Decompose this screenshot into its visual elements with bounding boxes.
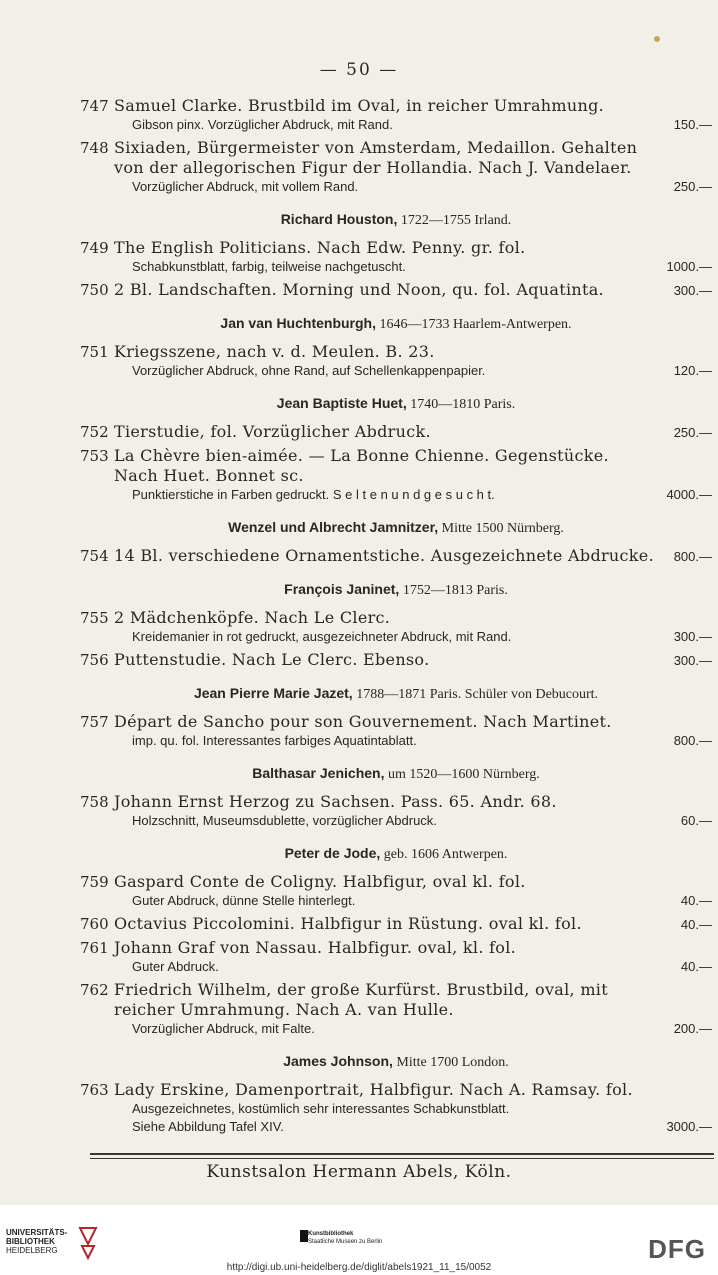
item-description-line: Guter Abdruck, dünne Stelle hinterlegt. [132, 893, 356, 908]
item-description-line: Schabkunstblatt, farbig, teilweise nachgetuscht. [132, 259, 406, 274]
item-price: 800.— [673, 733, 712, 748]
item-price: 200.— [673, 1021, 712, 1036]
artist-dates: Mitte 1700 London. [392, 1055, 509, 1070]
artist-dates: 1646—1733 Haarlem-Antwerpen. [376, 317, 572, 332]
item-price: 300.— [673, 653, 712, 668]
item-description-line: Ausgezeichnetes, kostümlich sehr interessantes Schabkunstblatt. [132, 1101, 510, 1116]
artist-heading [80, 518, 712, 538]
logo-mid-line: Staatliche Museen zu Berlin [308, 1239, 383, 1245]
item-number: 750 [80, 281, 109, 299]
item-description-line: Kreidemanier in rot gedruckt, ausgezeichneter Abdruck, mit Rand. [132, 629, 512, 644]
artist-name: Jean Baptiste Huet, [276, 395, 407, 411]
footer-rule-thin [90, 1158, 714, 1159]
item-spacer [80, 566, 712, 570]
page-number: — 50 — [319, 60, 399, 80]
item-title-line: Kriegsszene, nach v. d. Meulen. B. 23. [114, 342, 435, 361]
logo-left-line: UNIVERSITÄTS- [6, 1228, 68, 1237]
item-description-line: Vorzüglicher Abdruck, mit vollem Rand. [132, 179, 359, 194]
item-title-line: 2 Mädchenköpfe. Nach Le Clerc. [114, 608, 391, 627]
source-url[interactable]: http://digi.ub.uni-heidelberg.de/diglit/abels1921_11_15/0052 [226, 1262, 492, 1273]
ub-heidelberg-emblem-icon [78, 1226, 98, 1260]
artist-dates: geb. 1606 Antwerpen. [380, 847, 508, 862]
item-title-line: Puttenstudie. Nach Le Clerc. Ebenso. [114, 650, 430, 669]
artist-heading [80, 394, 712, 414]
item-number: 763 [80, 1081, 109, 1099]
item-price: 800.— [673, 549, 712, 564]
catalog-item [80, 422, 712, 442]
dfg-logo[interactable]: DFG [648, 1234, 706, 1264]
item-price: 40.— [680, 893, 712, 908]
item-title-line: Lady Erskine, Damenportrait, Halbfigur. Nach A. Ramsay. fol. [114, 1080, 633, 1099]
item-title-line: Friedrich Wilhelm, der große Kurfürst. Brustbild, oval, mit [114, 980, 608, 999]
item-title-line: Johann Graf von Nassau. Halbfigur. oval, kl. fol. [114, 938, 517, 957]
footer-publisher: Kunstsalon Hermann Abels, Köln. [206, 1162, 512, 1182]
item-number: 754 [80, 547, 109, 565]
item-price: 3000.— [666, 1119, 712, 1134]
artist-dates: 1722—1755 Irland. [397, 213, 512, 228]
item-number: 760 [80, 915, 109, 933]
artist-dates: 1788—1871 Paris. Schüler von Debucourt. [352, 687, 599, 702]
catalog-item [80, 342, 712, 380]
artist-name: Balthasar Jenichen, [252, 765, 385, 781]
item-description-line: Punktierstiche in Farben gedruckt. S e l t e n u n d g e s u c h t. [132, 487, 495, 502]
catalog-item [80, 792, 712, 830]
catalog-item [80, 608, 712, 646]
item-number: 756 [80, 651, 109, 669]
item-number: 757 [80, 713, 109, 731]
artist-heading [80, 684, 712, 704]
item-description-line: Holzschnitt, Museumsdublette, vorzüglicher Abdruck. [132, 813, 437, 828]
catalog-item [80, 712, 712, 750]
item-title-line: Samuel Clarke. Brustbild im Oval, in reicher Umrahmung. [114, 96, 605, 115]
logo-left-line: HEIDELBERG [6, 1246, 58, 1255]
catalog-item [80, 238, 712, 276]
artist-name: Jan van Huchtenburgh, [220, 315, 376, 331]
item-title-line: Gaspard Conte de Coligny. Halbfigur, oval kl. fol. [114, 872, 526, 891]
item-price: 40.— [680, 917, 712, 932]
item-title-line: Départ de Sancho pour son Gouvernement. Nach Martinet. [114, 712, 612, 731]
item-price: 250.— [673, 425, 712, 440]
item-price: 60.— [680, 813, 712, 828]
item-spacer [80, 380, 712, 384]
item-spacer [80, 1038, 712, 1042]
item-number: 751 [80, 343, 109, 361]
item-number: 759 [80, 873, 109, 891]
catalog-entries [80, 96, 712, 1140]
paper-speck [654, 36, 660, 42]
item-spacer [80, 300, 712, 304]
catalog-item [80, 650, 712, 670]
item-title-line: Nach Huet. Bonnet sc. [114, 466, 304, 485]
item-number: 758 [80, 793, 109, 811]
item-title-line: Octavius Piccolomini. Halbfigur in Rüstung. oval kl. fol. [114, 914, 582, 933]
item-price: 4000.— [666, 487, 712, 502]
artist-name: Richard Houston, [280, 211, 398, 227]
footer-rule-thick [90, 1153, 714, 1155]
item-spacer [80, 670, 712, 674]
item-title-line: La Chèvre bien-aimée. — La Bonne Chienne. Gegenstücke. [114, 446, 609, 465]
item-title-line: von der allegorischen Figur der Hollandia. Nach J. Vandelaer. [114, 158, 632, 177]
item-price: 300.— [673, 629, 712, 644]
item-description-line: imp. qu. fol. Interessantes farbiges Aquatintablatt. [132, 733, 417, 748]
artist-dates: um 1520—1600 Nürnberg. [384, 767, 540, 782]
artist-name: François Janinet, [284, 581, 400, 597]
item-price: 40.— [680, 959, 712, 974]
logo-left-line: BIBLIOTHEK [6, 1237, 55, 1246]
artist-heading [80, 314, 712, 334]
item-title-line: reicher Umrahmung. Nach A. van Hulle. [114, 1000, 454, 1019]
catalog-item [80, 1080, 712, 1136]
item-spacer [80, 750, 712, 754]
item-title-line: Sixiaden, Bürgermeister von Amsterdam, Medaillon. Gehalten [114, 138, 638, 157]
item-number: 762 [80, 981, 109, 999]
catalog-item [80, 280, 712, 300]
item-spacer [80, 1136, 712, 1140]
item-title-line: 14 Bl. verschiedene Ornamentstiche. Ausgezeichnete Abdrucke. [114, 546, 654, 565]
artist-name: Peter de Jode, [284, 845, 381, 861]
item-number: 752 [80, 423, 109, 441]
item-number: 761 [80, 939, 109, 957]
catalog-item [80, 96, 712, 134]
item-title-line: Johann Ernst Herzog zu Sachsen. Pass. 65. Andr. 68. [114, 792, 557, 811]
artist-name: Wenzel und Albrecht Jamnitzer, [228, 519, 439, 535]
item-title-line: The English Politicians. Nach Edw. Penny. gr. fol. [114, 238, 526, 257]
logo-mid-line: Kunstbibliothek [308, 1231, 354, 1237]
kunstbibliothek-mark-icon [300, 1230, 308, 1242]
item-price: 300.— [673, 283, 712, 298]
artist-name: Jean Pierre Marie Jazet, [193, 685, 353, 701]
artist-heading [80, 844, 712, 864]
item-number: 748 [80, 139, 109, 157]
kunstbibliothek-logo[interactable] [308, 1230, 382, 1246]
catalog-item [80, 138, 712, 196]
catalog-item [80, 980, 712, 1038]
ub-heidelberg-logo[interactable] [6, 1228, 67, 1255]
viewer-footer-bar [0, 1212, 718, 1275]
artist-heading [80, 580, 712, 600]
item-spacer [80, 830, 712, 834]
catalog-item [80, 938, 712, 976]
item-title-line: Tierstudie, fol. Vorzüglicher Abdruck. [114, 422, 431, 441]
artist-name: James Johnson, [283, 1053, 393, 1069]
item-number: 753 [80, 447, 109, 465]
catalog-item [80, 872, 712, 910]
artist-dates: 1752—1813 Paris. [399, 583, 508, 598]
item-description-line: Siehe Abbildung Tafel XIV. [132, 1119, 284, 1134]
artist-heading [80, 210, 712, 230]
catalog-item [80, 546, 712, 566]
item-price: 1000.— [666, 259, 712, 274]
item-number: 755 [80, 609, 109, 627]
item-title-line: 2 Bl. Landschaften. Morning und Noon, qu. fol. Aquatinta. [114, 280, 604, 299]
item-spacer [80, 196, 712, 200]
artist-heading [80, 1052, 712, 1072]
artist-dates: Mitte 1500 Nürnberg. [438, 521, 564, 536]
item-description-line: Gibson pinx. Vorzüglicher Abdruck, mit Rand. [132, 117, 393, 132]
catalog-item [80, 446, 712, 504]
item-price: 150.— [673, 117, 712, 132]
item-description-line: Vorzüglicher Abdruck, mit Falte. [132, 1021, 315, 1036]
item-description-line: Vorzüglicher Abdruck, ohne Rand, auf Schellenkappenpapier. [132, 363, 486, 378]
artist-dates: 1740—1810 Paris. [406, 397, 516, 412]
item-price: 250.— [673, 179, 712, 194]
artist-heading [80, 764, 712, 784]
item-description-line: Guter Abdruck. [132, 959, 219, 974]
item-number: 747 [80, 97, 109, 115]
item-price: 120.— [673, 363, 712, 378]
item-spacer [80, 504, 712, 508]
catalog-item [80, 914, 712, 934]
item-number: 749 [80, 239, 109, 257]
